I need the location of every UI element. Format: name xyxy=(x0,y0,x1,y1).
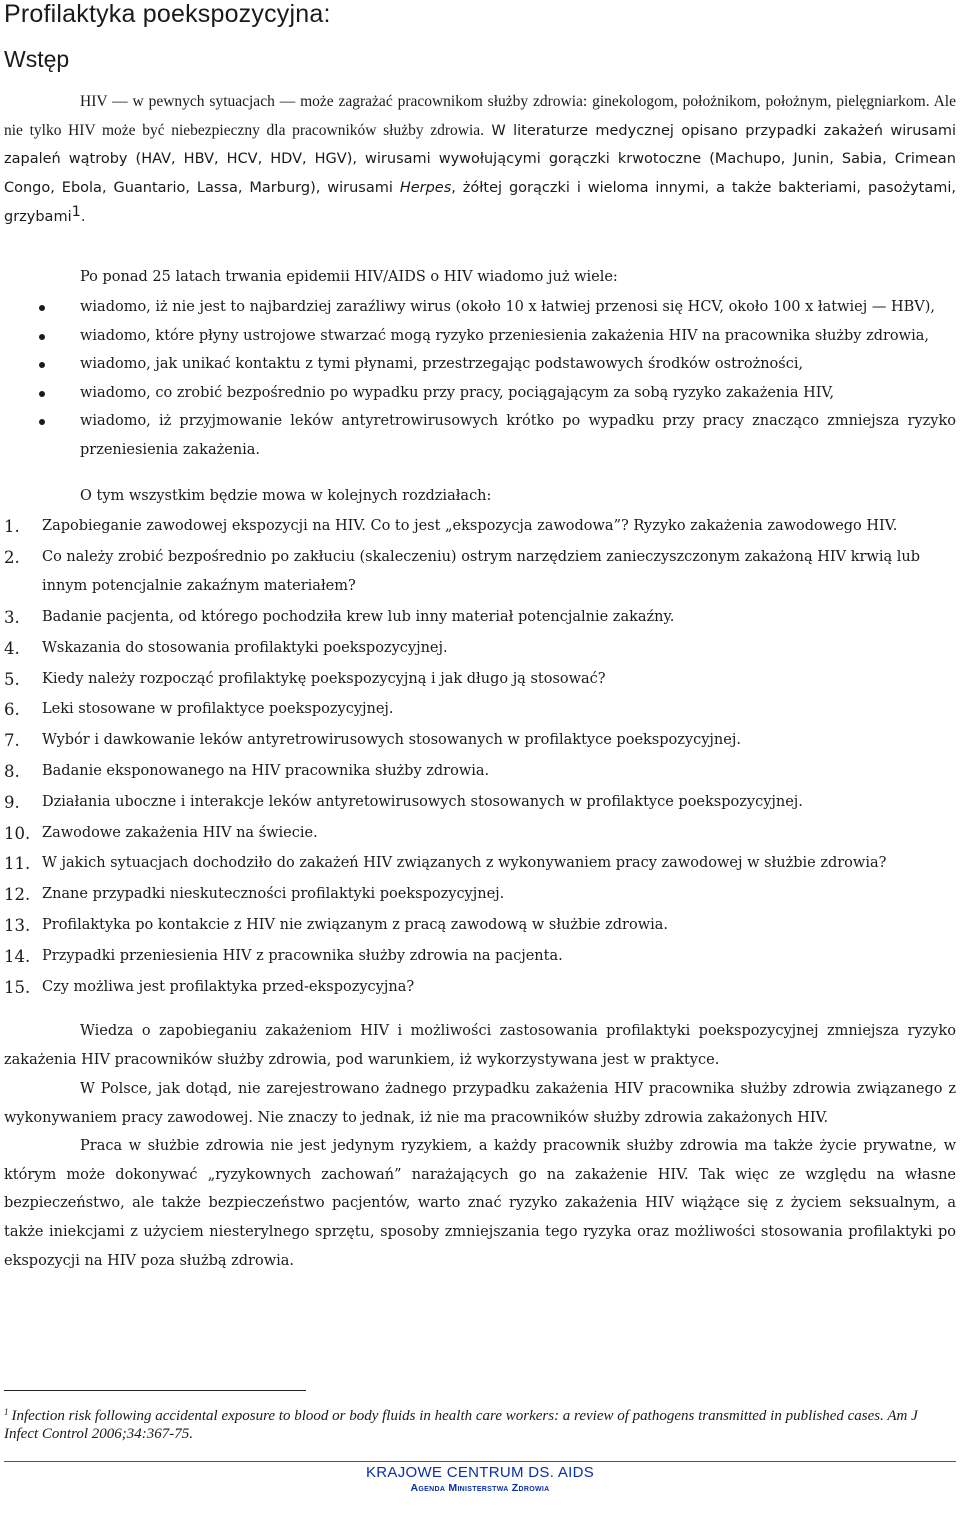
chapter-title: Znane przypadki nieskuteczności profilaktyki poekspozycyjnej. xyxy=(42,886,505,903)
known-facts-list xyxy=(0,293,956,464)
chapter-title: Profilaktyka po kontakcie z HIV nie związanym z pracą zawodową w służbie zdrowia. xyxy=(42,916,668,933)
closing-paragraph-3 xyxy=(4,1132,956,1276)
list-item-text: wiadomo, jak unikać kontaktu z tymi płynami, przestrzegając podstawowych środków ostrożności, xyxy=(80,356,804,372)
closing-text: W Polsce, jak dotąd, nie zarejestrowano żadnego przypadku zakażenia HIV pracownika służby zdrowia związanego z wykonywaniem pracy zawodowej. Nie znaczy to jednak, iż nie ma pracowników służby zdrowia zakażonych HIV. xyxy=(4,1081,956,1126)
chapter-number: 12. xyxy=(4,885,31,905)
list-item xyxy=(0,293,956,322)
footnote-mark: 1 xyxy=(4,1407,9,1417)
list-item xyxy=(0,350,956,379)
list-item-text: wiadomo, iż nie jest to najbardziej zaraźliwy wirus (około 10 x łatwiej przenosi się HCV, około 100 x łatwiej — HBV), xyxy=(80,299,935,315)
chapter-item xyxy=(0,973,956,1002)
intro-text-end: . xyxy=(80,208,86,225)
chapter-number: 14. xyxy=(4,946,31,966)
closing-paragraph-2 xyxy=(4,1075,956,1132)
chapter-title: Kiedy należy rozpocząć profilaktykę poekspozycyjną i jak długo ją stosować? xyxy=(42,670,606,687)
chapter-number: 6. xyxy=(4,700,20,720)
list-item-text: wiadomo, które płyny ustrojowe stwarzać mogą ryzyko przeniesienia zakażenia HIV na pracownika służby zdrowia, xyxy=(80,327,929,344)
chapter-title: Badanie eksponowanego na HIV pracownika służby zdrowia. xyxy=(42,762,490,779)
bullet-icon xyxy=(39,362,45,368)
chapter-item xyxy=(0,726,956,755)
footer-divider xyxy=(4,1461,956,1462)
chapter-item xyxy=(0,512,956,541)
section-heading: Wstęp xyxy=(4,46,70,72)
chapter-title: Przypadki przeniesienia HIV z pracownika służby zdrowia na pacjenta. xyxy=(42,947,563,964)
chapter-number: 2. xyxy=(4,547,20,567)
list-item xyxy=(0,407,956,464)
list-item-text: wiadomo, co zrobić bezpośrednio po wypadku przy pracy, pociągającym za sobą ryzyko zakażenia HIV, xyxy=(80,384,835,401)
list-item-text: wiadomo, iż przyjmowanie leków antyretrowirusowych krótko po wypadku przy pracy znacząco zmniejsza ryzyko przeniesienia zakażenia. xyxy=(80,413,956,458)
chapter-number: 4. xyxy=(4,638,20,658)
chapter-title: Wskazania do stosowania profilaktyki poekspozycyjnej. xyxy=(42,639,448,656)
chapter-number: 11. xyxy=(4,854,31,874)
list-item xyxy=(0,379,956,408)
herpes-term: Herpes xyxy=(399,180,452,197)
bullet-icon xyxy=(39,391,45,397)
closing-text: Praca w służbie zdrowia nie jest jedynym ryzykiem, a każdy pracownik służby zdrowia ma także życie prywatne, w którym może dokonywać „ryzykownych zachowań” narażających go na zakażenie HIV. Tak więc ze względu na własne bezpieczeństwo, ale także bezpieczeństwo pacjentów, warto znać ryzyko zakażenia HIV wiążące się z życiem seksualnym, a także iniekcjami z użyciem niesterylnego sprzętu, sposoby zmniejszania tego ryzyka oraz możliwości stosowania profilaktyki po ekspozycji na HIV poza służbą zdrowia. xyxy=(4,1138,956,1269)
closing-text: Wiedza o zapobieganiu zakażeniom HIV i możliwości zastosowania profilaktyki poekspozycyjnej zmniejsza ryzyko zakażenia HIV pracowników służby zdrowia, pod warunkiem, iż wykorzystywana jest w praktyce. xyxy=(4,1023,956,1068)
chapter-title: Zawodowe zakażenia HIV na świecie. xyxy=(42,824,318,841)
footnote-reference[interactable]: 1 xyxy=(71,203,81,220)
intro-text-1: HIV — w pewnych sytuacjach — może zagrażać pracownikom służby zdrowia: ginekologom, położnikom, położnym, pielęgniarkom. Ale nie tylko HIV może być niebezpieczny dla pracowników służby zdrowia. xyxy=(4,93,956,139)
chapter-item xyxy=(0,665,956,694)
chapter-title: Co należy zrobić bezpośrednio po zakłuciu (skaleczeniu) ostrym narzędziem zanieczyszczonym zakażoną HIV krwią lub innym potencjalnie zakaźnym materiałem? xyxy=(42,548,920,595)
footnote-divider xyxy=(4,1390,306,1391)
chapter-item xyxy=(0,849,956,878)
chapter-number: 3. xyxy=(4,608,20,627)
chapter-title: Czy możliwa jest profilaktyka przed-ekspozycyjna? xyxy=(42,978,415,995)
chapter-number: 15. xyxy=(4,977,31,997)
chapter-number: 9. xyxy=(4,792,20,812)
chapter-item xyxy=(0,757,956,786)
chapter-title: Działania uboczne i interakcje leków antyretowirusowych stosowanych w profilaktyce poekspozycyjnej. xyxy=(42,793,803,810)
bullet-icon xyxy=(39,419,45,425)
chapter-number: 1. xyxy=(4,517,20,536)
known-facts-lead: Po ponad 25 latach trwania epidemii HIV/AIDS o HIV wiadomo już wiele: xyxy=(80,269,618,285)
chapter-title: Wybór i dawkowanie leków antyretrowirusowych stosowanych w profilaktyce poekspozycyjnej. xyxy=(42,732,741,749)
chapter-title: Badanie pacjenta, od którego pochodziła krew lub inny materiał potencjalnie zakaźny. xyxy=(42,609,675,625)
chapter-item xyxy=(0,634,956,663)
list-item xyxy=(0,322,956,351)
footer-agency: Agenda Ministerstwa Zdrowia xyxy=(410,1482,550,1494)
chapters-list xyxy=(0,512,956,1003)
intro-paragraph xyxy=(4,88,956,232)
closing-paragraph-1 xyxy=(4,1017,956,1074)
intro-text-2: W literaturze medycznej opisano przypadki zakażeń wirusami zapaleń wątroby (HAV, HBV, HCV, HDV, HGV), wirusami wywołującymi gorączki krwotoczne (Machupo, Junin, Sabia, Crimean Congo, Ebola, Guantario, Lassa, Marburg), wirusami xyxy=(4,122,956,197)
chapter-item xyxy=(0,880,956,909)
chapter-item xyxy=(0,543,956,602)
chapter-title: W jakich sytuacjach dochodziło do zakażeń HIV związanych z wykonywaniem pracy zawodowej w służbie zdrowia? xyxy=(42,855,887,872)
footnote-text: Infection risk following accidental exposure to blood or body fluids in health care workers: a review of pathogens transmitted in published cases. Am J Infect Control 2006;34:367-75. xyxy=(4,1408,918,1442)
chapter-number: 7. xyxy=(4,731,20,751)
chapter-item xyxy=(0,942,956,971)
bullet-icon xyxy=(39,305,45,311)
chapters-lead: O tym wszystkim będzie mowa w kolejnych rozdziałach: xyxy=(80,488,492,504)
chapter-item xyxy=(0,695,956,724)
chapter-number: 5. xyxy=(4,669,20,689)
chapter-item xyxy=(0,911,956,940)
chapter-item xyxy=(0,819,956,848)
page-title: Profilaktyka poekspozycyjna: xyxy=(4,0,331,28)
bullet-icon xyxy=(39,334,45,340)
footer-organization: KRAJOWE CENTRUM DS. AIDS xyxy=(365,1464,595,1481)
chapter-title: Leki stosowane w profilaktyce poekspozycyjnej. xyxy=(42,701,394,718)
chapter-number: 10. xyxy=(4,823,31,843)
intro-text-3: , żółtej gorączki i wieloma innymi, a także bakteriami, pasożytami, grzybami xyxy=(4,180,956,225)
chapter-number: 13. xyxy=(4,915,31,935)
chapter-number: 8. xyxy=(4,761,20,781)
chapter-item xyxy=(0,788,956,817)
chapter-item xyxy=(0,603,956,632)
footnote xyxy=(4,1403,954,1443)
chapter-title: Zapobieganie zawodowej ekspozycji na HIV. Co to jest „ekspozycja zawodowa”? Ryzyko zakażenia zawodowego HIV. xyxy=(42,518,898,534)
